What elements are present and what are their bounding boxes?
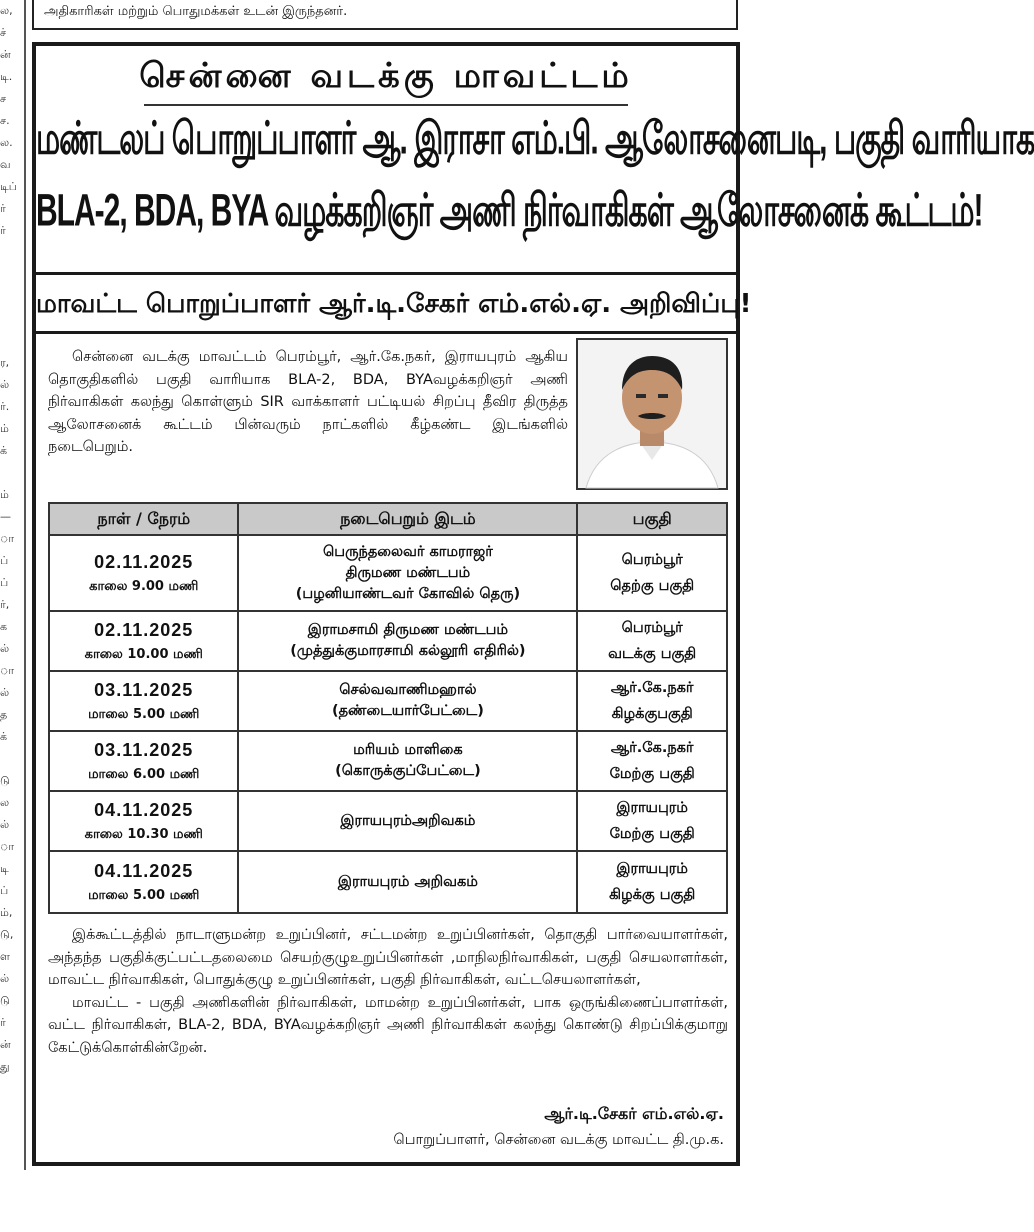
- venue-line: இராயபுரம் அறிவகம்: [337, 873, 478, 890]
- column-fragment: க: [0, 620, 8, 633]
- column-fragment: ல்: [0, 818, 10, 831]
- column-fragment: ம்: [0, 488, 9, 501]
- headline-line-1: மண்டலப் பொறுப்பாளர் ஆ. இராசா எம்.பி. ஆலோசனைபடி, பகுதி வாரியாக: [36, 114, 1034, 164]
- portrait-photo: [576, 338, 728, 490]
- area-sub: தெற்கு பகுதி: [610, 578, 695, 594]
- column-fragment: ல்: [0, 972, 10, 985]
- row-date: 02.11.2025: [94, 619, 194, 640]
- area-sub: மேற்கு பகுதி: [609, 826, 695, 842]
- row-time: காலை 10.00 மணி: [84, 646, 203, 662]
- closing-paragraph-2: மாவட்ட - பகுதி அணிகளின் நிர்வாகிகள், மாமன்ற உறுப்பினர்கள், பாக ஒருங்கிணைப்பாளர்கள், வட்ட நிர்வாகிகள், BLA-2, BDA, BYAவழக்கறிஞர் அணி நிர்வாகிகள் கலந்து கொண்டு சிறப்பிக்குமாறு கேட்டுக்கொள்கின்றேன்.: [48, 994, 728, 1056]
- announcement-band: [36, 272, 752, 334]
- column-fragment: ம்: [0, 422, 9, 435]
- row-time: மாலை 5.00 மணி: [88, 706, 200, 722]
- headline-line-2: BLA-2, BDA, BYA வழக்கறிஞர் அணி நிர்வாகிகள் ஆலோசனைக் கூட்டம்!: [36, 186, 983, 236]
- previous-article-text: அதிகாரிகள் மற்றும் பொதுமக்கள் உடன் இருந்தனர்.: [44, 4, 348, 19]
- row-date: 03.11.2025: [94, 739, 194, 760]
- area-name: ஆர்.கே.நகர்: [610, 740, 694, 756]
- venue-line: (தண்டையார்பேட்டை): [331, 703, 484, 719]
- column-fragment: ர்: [0, 202, 6, 215]
- signature-title: பொறுப்பாளர், சென்னை வடக்கு மாவட்ட தி.மு.க.: [393, 1132, 724, 1148]
- previous-article-tail: [32, 0, 738, 30]
- column-fragment: ர்: [0, 1016, 6, 1029]
- table-row: [49, 731, 727, 791]
- table-row: [49, 611, 727, 671]
- column-fragment: ச: [0, 92, 7, 105]
- column-fragment: ல்: [0, 642, 10, 655]
- venue-line: இராமசாமி திருமண மண்டபம்: [307, 622, 509, 638]
- column-fragment: ல.: [0, 136, 13, 149]
- area-name: இராயபுரம்: [616, 861, 688, 877]
- row-date: 03.11.2025: [94, 679, 194, 700]
- column-fragment: ப்: [0, 576, 9, 589]
- column-fragment: ர்,: [0, 598, 10, 611]
- area-sub: மேற்கு பகுதி: [609, 766, 695, 782]
- column-fragment: [0, 264, 22, 286]
- venue-line: (கொருக்குப்பேட்டை): [335, 763, 481, 779]
- row-date: 04.11.2025: [94, 860, 194, 881]
- row-time: காலை 10.30 மணி: [84, 826, 203, 842]
- column-fragment: க்: [0, 730, 8, 743]
- column-header-venue: நடைபெறும் இடம்: [238, 503, 577, 535]
- column-header-date-time: நாள் / நேரம்: [49, 503, 238, 535]
- column-fragment: ர,: [0, 356, 10, 369]
- column-fragment: த: [0, 708, 8, 721]
- column-divider: [24, 0, 26, 1170]
- table-header-row: [49, 503, 727, 535]
- column-fragment: ல்: [0, 378, 10, 391]
- column-fragment: வ: [0, 158, 11, 171]
- column-fragment: ல,: [0, 4, 13, 17]
- column-fragment: ல்: [0, 686, 10, 699]
- column-fragment: ா: [0, 532, 15, 545]
- area-name: பெரம்பூர்: [621, 620, 683, 636]
- column-fragment: ன்: [0, 1038, 11, 1051]
- advertisement-box: [32, 42, 1034, 1166]
- person-portrait-image: [578, 340, 726, 488]
- adjacent-column-text: [0, 0, 22, 1232]
- table-row: [49, 851, 727, 913]
- column-fragment: டி.: [0, 70, 13, 83]
- table-row: [49, 535, 727, 611]
- column-fragment: க்: [0, 444, 8, 457]
- row-date: 02.11.2025: [94, 551, 194, 572]
- column-fragment: டி: [0, 862, 9, 875]
- column-fragment: ன்: [0, 48, 11, 61]
- column-fragment: டு: [0, 774, 10, 787]
- column-fragment: டிப்: [0, 180, 17, 193]
- column-fragment: ள: [0, 950, 10, 963]
- row-time: மாலை 6.00 மணி: [88, 766, 200, 782]
- intro-paragraph: சென்னை வடக்கு மாவட்டம் பெரம்பூர், ஆர்.கே.நகர், இராயபுரம் ஆகிய தொகுதிகளில் பகுதி வாரியாக BLA-2, BDA, BYAவழக்கறிஞர் அணி நிர்வாகிகள் கலந்து கொள்ளும் SIR வாக்காளர் பட்டியல் சிறப்பு தீவிர திருத்த ஆலோசனைக் கூட்டம் பின்வரும் நாட்களில் கீழ்கண்ட இடங்களில் நடைபெறும்.: [48, 349, 568, 455]
- column-fragment: ப்: [0, 884, 9, 897]
- row-date: 04.11.2025: [94, 799, 194, 820]
- column-fragment: ம்,: [0, 906, 13, 919]
- column-fragment: டு,: [0, 928, 14, 941]
- column-header-area: பகுதி: [577, 503, 727, 535]
- area-sub: கிழக்குபகுதி: [611, 706, 693, 722]
- announcement-text: மாவட்ட பொறுப்பாளர் ஆர்.டி.சேகர் எம்.எல்.ஏ. அறிவிப்பு!: [36, 289, 752, 319]
- column-fragment: [0, 330, 22, 352]
- column-fragment: டு: [0, 994, 10, 1007]
- row-time: காலை 9.00 மணி: [89, 578, 199, 594]
- district-title: சென்னை வடக்கு மாவட்டம்: [139, 56, 633, 96]
- column-fragment: ப்: [0, 554, 9, 567]
- closing-paragraph-1: இக்கூட்டத்தில் நாடாளுமன்ற உறுப்பினர், சட்டமன்ற உறுப்பினர்கள், தொகுதி பார்வையாளர்கள், அந்தந்த பகுதிக்குட்பட்டதலைமை செயற்குழுஉறுப்பினர்கள் ,மாநிலநிர்வாகிகள், பகுதி செயலாளர்கள், மாவட்ட நிர்வாகிகள், பொதுக்குழு உறுப்பினர்கள், பகுதி நிர்வாகிகள், வட்டசெயலாளர்கள்,: [48, 927, 728, 988]
- area-sub: கிழக்கு பகுதி: [609, 887, 696, 903]
- venue-line: (பழனியாண்டவர் கோவில் தெரு): [295, 585, 521, 602]
- column-fragment: ா: [0, 840, 15, 853]
- venue-line: பெருந்தலைவர் காமராஜர்: [323, 543, 493, 560]
- row-time: மாலை 5.00 மணி: [88, 887, 200, 903]
- column-fragment: [0, 286, 22, 308]
- column-fragment: [0, 308, 22, 330]
- column-fragment: ர்.: [0, 400, 10, 413]
- column-fragment: ச.: [0, 114, 10, 127]
- title-underline: [144, 104, 628, 106]
- venue-line: திருமண மண்டபம்: [345, 564, 471, 581]
- closing-paragraphs: [48, 924, 728, 1059]
- column-fragment: [0, 242, 22, 264]
- schedule-table: [48, 502, 728, 914]
- column-fragment: [0, 748, 22, 770]
- area-name: ஆர்.கே.நகர்: [610, 680, 694, 696]
- signature-name: ஆர்.டி.சேகர் எம்.எல்.ஏ.: [544, 1104, 724, 1123]
- column-fragment: ல: [0, 796, 10, 809]
- area-name: இராயபுரம்: [616, 800, 688, 816]
- table-row: [49, 791, 727, 851]
- column-fragment: ச்: [0, 26, 7, 39]
- venue-line: இராயபுரம்அறிவகம்: [340, 812, 476, 829]
- column-fragment: ர்: [0, 224, 6, 237]
- column-fragment: ா: [0, 664, 15, 677]
- venue-line: செல்வவாணிமஹால்: [339, 682, 477, 698]
- column-fragment: —: [0, 510, 11, 523]
- column-fragment: து: [0, 1060, 10, 1073]
- area-sub: வடக்கு பகுதி: [608, 646, 697, 662]
- table-row: [49, 671, 727, 731]
- venue-line: மரியம் மாளிகை: [353, 742, 463, 758]
- venue-line: (முத்துக்குமாரசாமி கல்லூரி எதிரில்): [290, 643, 526, 659]
- area-name: பெரம்பூர்: [621, 552, 683, 568]
- column-fragment: [0, 462, 22, 484]
